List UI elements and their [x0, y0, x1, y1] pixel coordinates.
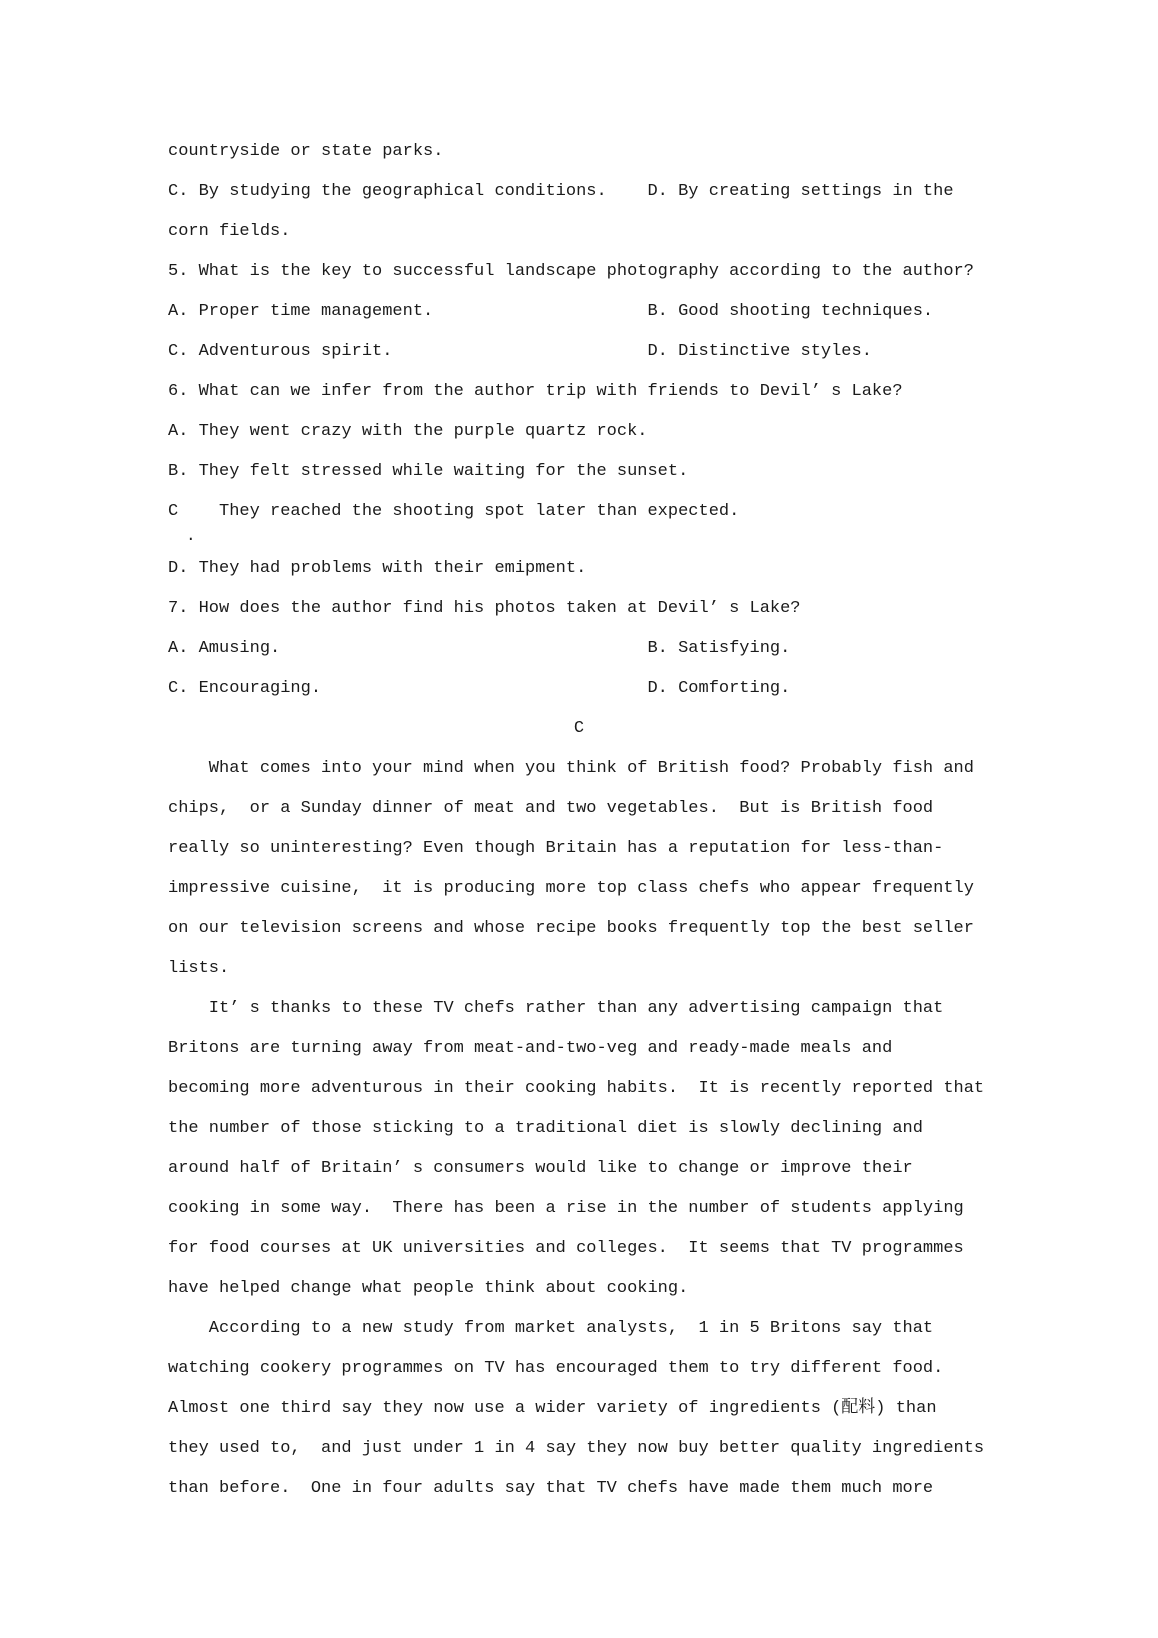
text-line: countryside or state parks. [168, 142, 444, 161]
text-line: impressive cuisine, it is producing more top class chefs who appear frequently [168, 879, 974, 898]
text-line: around half of Britain’ s consumers would like to change or improve their [168, 1159, 913, 1178]
text-line: really so uninteresting? Even though Britain has a reputation for less-than- [168, 839, 944, 858]
text-line: A. Amusing. B. Satisfying. [168, 639, 791, 658]
text-line: What comes into your mind when you think of British food? Probably fish and [168, 759, 974, 778]
text-line: C. Encouraging. D. Comforting. [168, 679, 791, 698]
text-line: for food courses at UK universities and colleges. It seems that TV programmes [168, 1239, 964, 1258]
text-line: Almost one third say they now use a wider variety of ingredients (配料) than [168, 1399, 937, 1418]
text-line: chips, or a Sunday dinner of meat and two vegetables. But is British food [168, 799, 934, 818]
text-line: It’ s thanks to these TV chefs rather than any advertising campaign that [168, 999, 944, 1018]
text-line: 5. What is the key to successful landscape photography according to the author? [168, 262, 974, 281]
text-line: becoming more adventurous in their cooking habits. It is recently reported that [168, 1079, 985, 1098]
section-heading: C [573, 719, 585, 738]
text-line: cooking in some way. There has been a rise in the number of students applying [168, 1199, 964, 1218]
stray-period: . [186, 527, 196, 545]
text-line: D. They had problems with their emipment. [168, 559, 587, 578]
text-line: the number of those sticking to a traditional diet is slowly declining and [168, 1119, 923, 1138]
text-block [168, 132, 990, 1509]
text-line: According to a new study from market analysts, 1 in 5 Britons say that [168, 1319, 934, 1338]
text-line: watching cookery programmes on TV has encouraged them to try different food. [168, 1359, 944, 1378]
text-line: 6. What can we infer from the author trip with friends to Devil’ s Lake? [168, 382, 903, 401]
text-line: A. They went crazy with the purple quartz rock. [168, 422, 648, 441]
text-line: on our television screens and whose recipe books frequently top the best seller [168, 919, 974, 938]
text-line: B. They felt stressed while waiting for the sunset. [168, 462, 689, 481]
text-line: C. Adventurous spirit. D. Distinctive styles. [168, 342, 872, 361]
text-line: C. By studying the geographical conditions. D. By creating settings in the [168, 182, 954, 201]
text-line: lists. [168, 959, 230, 978]
text-line: A. Proper time management. B. Good shooting techniques. [168, 302, 934, 321]
text-line: they used to, and just under 1 in 4 say they now buy better quality ingredients [168, 1439, 985, 1458]
text-line: C They reached the shooting spot later than expected. [168, 502, 740, 521]
text-line: 7. How does the author find his photos taken at Devil’ s Lake? [168, 599, 801, 618]
text-line: have helped change what people think about cooking. [168, 1279, 689, 1298]
text-line: than before. One in four adults say that TV chefs have made them much more [168, 1479, 934, 1498]
text-line: Britons are turning away from meat-and-two-veg and ready-made meals and [168, 1039, 893, 1058]
text-line: corn fields. [168, 222, 291, 241]
